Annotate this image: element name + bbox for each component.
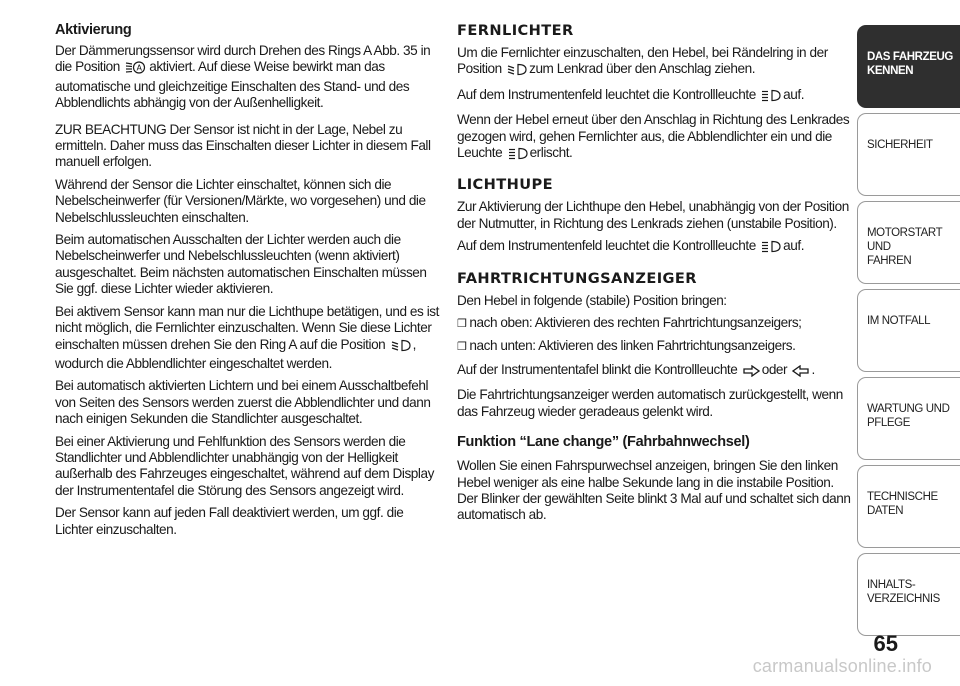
- paragraph: Der Dämmerungssensor wird durch Drehen des Rings A Abb. 35 in die Position A aktiviert. Auf diese Weise bewirkt man das automatische und gleichzeitige Einschalten des Stand- und des Abblendlichts abhängig von der Außenhelligkeit.: [55, 43, 431, 111]
- section-heading-fahrtrichtungsanzeiger: FAHRTRICHTUNGSANZEIGER: [457, 269, 697, 287]
- paragraph: Der Sensor kann auf jeden Fall deaktiviert werden, um ggf. die Lichter einzuschalten.: [55, 505, 404, 537]
- tab-inhaltsverzeichnis[interactable]: INHALTS- VERZEICHNIS: [857, 553, 960, 636]
- high-beam-icon: [761, 240, 781, 257]
- paragraph: Zur Aktivierung der Lichthupe den Hebel, unabhängig von der Position der Nutmutter, in Richtung des Lenkrads ziehen (unstabile Position).: [457, 199, 849, 231]
- list-item: ❒ nach unten: Aktivieren des linken Fahrtrichtungsanzeigers.: [457, 338, 796, 354]
- left-column: [55, 22, 440, 544]
- paragraph: Auf dem Instrumentenfeld leuchtet die Kontrollleuchte auf.: [457, 238, 852, 257]
- paragraph: Wenn der Hebel erneut über den Anschlag in Richtung des Lenkrades gezogen wird, gehen Fernlichter aus, die Abblendlichter ein und die Leuchte erlischt.: [457, 112, 852, 164]
- bullet-box-icon: ❒: [457, 318, 467, 331]
- low-beam-icon: [507, 63, 527, 80]
- auto-headlight-icon: [125, 61, 147, 78]
- bullet-box-icon: ❒: [457, 341, 467, 354]
- paragraph: Die Fahrtrichtungsanzeiger werden automatisch zurückgestellt, wenn das Fahrzeug wieder geradeaus gelenkt wird.: [457, 387, 843, 419]
- section-heading-fernlichter: FERNLICHTER: [457, 22, 574, 39]
- page-number: 65: [873, 631, 898, 656]
- paragraph: Auf der Instrumententafel blinkt die Kontrollleuchte oder .: [457, 362, 852, 381]
- paragraph: Beim automatischen Ausschalten der Lichter werden auch die Nebelscheinwerfer und Nebelschlussleuchten (wenn aktiviert) ausgeschaltet. Beim nächsten automatischen Einschalten müssen Sie ggf. diese Lichter wieder aktivieren.: [55, 232, 427, 297]
- tab-sicherheit[interactable]: SICHERHEIT: [857, 113, 960, 196]
- high-beam-icon: [761, 89, 781, 106]
- svg-text:A: A: [136, 63, 142, 73]
- paragraph: Während der Sensor die Lichter einschaltet, können sich die Nebelscheinwerfer (für Versionen/Märkte, wo vorgesehen) und die Nebelschlussleuchten einschalten.: [55, 176, 426, 225]
- paragraph: Bei einer Aktivierung und Fehlfunktion des Sensors werden die Standlichter und Abblendlichter unabhängig von der Helligkeit außerhalb des Fahrzeuges eingeschaltet, während auf dem Display der Instrumententafel die Störung des Sensors angezeigt wird.: [55, 433, 434, 498]
- turn-left-arrow-icon: [792, 365, 809, 381]
- section-heading-lichthupe: LICHTHUPE: [457, 176, 553, 194]
- paragraph: Um die Fernlichter einzuschalten, den Hebel, bei Rändelring in der Position zum Lenkrad über den Anschlag ziehen.: [457, 45, 852, 81]
- section-heading-lane-change: Funktion “Lane change” (Fahrbahnwechsel): [457, 434, 750, 451]
- paragraph: Auf dem Instrumentenfeld leuchtet die Kontrollleuchte auf.: [457, 87, 852, 106]
- tab-im-notfall[interactable]: IM NOTFALL: [857, 289, 960, 372]
- low-beam-icon: [391, 339, 411, 356]
- tab-technische-daten[interactable]: TECHNISCHE DATEN: [857, 465, 960, 548]
- section-heading-aktivierung: Aktivierung: [55, 22, 132, 38]
- right-column: [457, 22, 852, 530]
- paragraph: Bei automatisch aktivierten Lichtern und bei einem Ausschaltbefehl von Seiten des Sensors werden zuerst die Abblendlichter und dann nach einigen Sekunden die Standlichter ausgeschaltet.: [55, 378, 431, 427]
- paragraph: Den Hebel in folgende (stabile) Position bringen:: [457, 292, 727, 308]
- paragraph: Wollen Sie einen Fahrspurwechsel anzeigen, bringen Sie den linken Hebel weniger als eine halbe Sekunde lang in die instabile Position. Der Blinker der gewählten Seite blinkt 3 Mal auf und schaltet sich dann automatisch ab.: [457, 458, 851, 523]
- paragraph: Bei aktivem Sensor kann man nur die Lichthupe betätigen, und es ist nicht möglich, die Fernlichter einzuschalten. Wenn Sie diese Lichter einschalten müssen drehen Sie den Ring A auf die Position , wodurch die Abblendlichter eingeschaltet werden.: [55, 303, 439, 371]
- high-beam-icon: [508, 147, 528, 164]
- tab-wartung-und-pflege[interactable]: WARTUNG UND PFLEGE: [857, 377, 960, 460]
- tab-motorstart-und-fahren[interactable]: MOTORSTART UND FAHREN: [857, 201, 960, 284]
- paragraph: ZUR BEACHTUNG Der Sensor ist nicht in der Lage, Nebel zu ermitteln. Daher muss das Einschalten dieser Lichter in diesem Fall manuell erfolgen.: [55, 121, 431, 170]
- tab-das-fahrzeug-kennen[interactable]: DAS FAHRZEUG KENNEN: [857, 25, 960, 108]
- turn-right-arrow-icon: [743, 365, 760, 381]
- list-item: ❒ nach oben: Aktivieren des rechten Fahrtrichtungsanzeigers;: [457, 315, 802, 331]
- watermark: carmanualsonline.info: [752, 656, 932, 676]
- chapter-tabs: [857, 25, 960, 641]
